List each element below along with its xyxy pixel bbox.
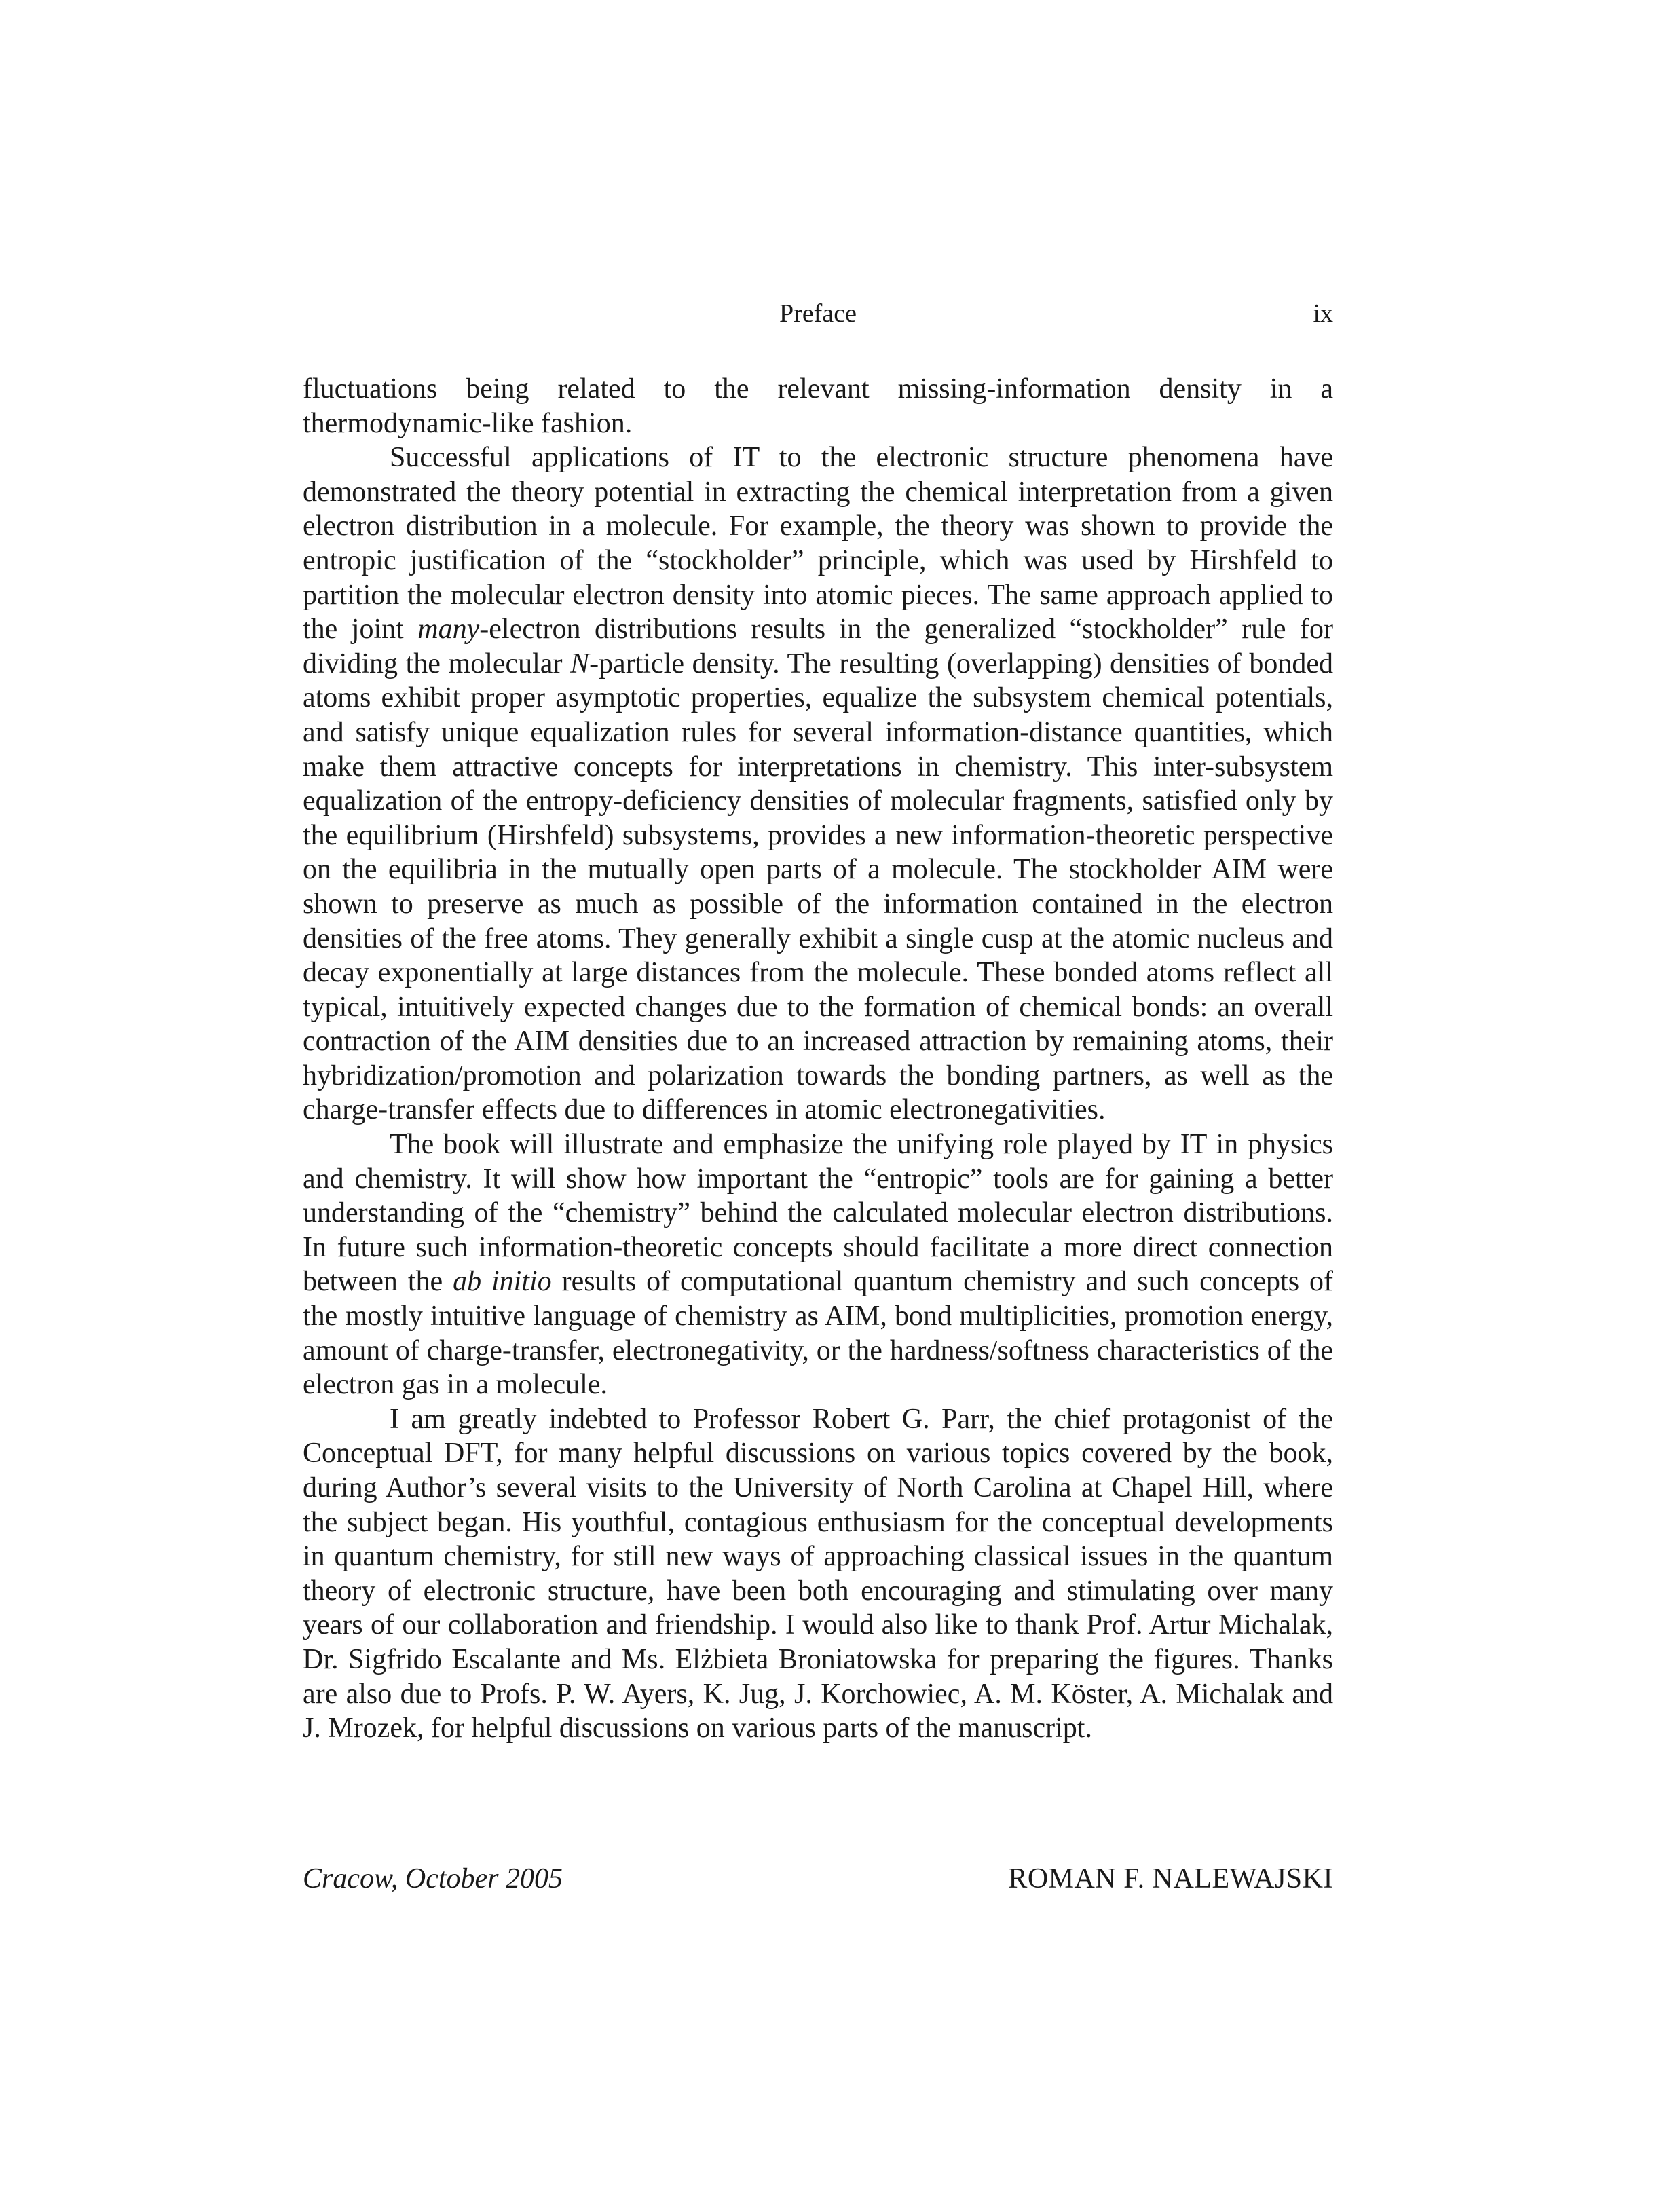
paragraph-text: -electron distributions results in the generalized “stockholder” rule for dividing the molecular [303,614,1333,679]
place-date: Cracow, October 2005 [303,1863,563,1894]
running-head [303,293,1333,334]
paragraph-text: -particle density. The resulting (overlapping) densities of bonded atoms exhibit proper asymptotic properties, equalize the subsystem chemical potentials, and satisfy unique equalization rules for several information-distance quantities, which make them attractive concepts for interpretations in chemistry. This inter-subsystem equalization of the entropy-deficiency densities of molecular fragments, satisfied only by the equilibrium (Hirshfeld) subsystems, provides a new information-theoretic perspective on the equilibria in the mutually open parts of a molecule. The stockholder AIM were shown to preserve as much as possible of the information contained in the electron densities of the free atoms. They generally exhibit a single cusp at the atomic nucleus and decay exponentially at large distances from the molecule. These bonded atoms reflect all typical, intuitively expected changes due to the formation of chemical bonds: an overall contraction of the AIM densities due to an increased attraction by remaining atoms, their hybridization/promotion and polarization towards the bonding partners, as well as the charge-transfer effects due to differences in atomic electronegativities. [303,648,1333,1126]
author-name: ROMAN F. NALEWAJSKI [1008,1863,1333,1894]
emphasis-many: many [417,614,480,646]
paragraph-text: The book will illustrate and emphasize the unifying role played by IT in physics and chemistry. It will show how important the “entropic” tools are for gaining a better understanding of the “chemistry” behind the calculated molecular electron distributions. In future such information-theoretic concepts should facilitate a more direct connection between the [303,1129,1333,1298]
emphasis-ab-initio: ab initio [453,1266,552,1298]
paragraph-text: Successful applications of IT to the electronic structure phenomena have demonstrated the theory potential in extracting the chemical interpretation from a given electron distribution in a molecule. For example, the theory was shown to provide the entropic justification of the “stockholder” principle, which was used by Hirshfeld to partition the molecular electron density into atomic pieces. The same approach applied to the joint [303,442,1333,646]
paragraph-acknowledgements: I am greatly indebted to Professor Robert G. Parr, the chief protagonist of the Conceptual DFT, for many helpful discussions on various topics covered by the book, during Author’s several visits to the University of North Carolina at Chapel Hill, where the subject began. His youthful, contagious enthusiasm for the conceptual developments in quantum chemistry, for still new ways of approaching classical issues in the quantum theory of electronic structure, have been both encouraging and stimulating over many years of our collaboration and friendship. I would also like to thank Prof. Artur Michalak, Dr. Sigfrido Escalante and Ms. Elżbieta Broniatowska for preparing the figures. Thanks are also due to Profs. P. W. Ayers, K. Jug, J. Korchowiec, A. M. Köster, A. Michalak and J. Mrozek, for helpful discussions on various parts of the manuscript. [303,1403,1333,1744]
paragraph-book-aims [303,1127,1333,1402]
signoff [303,1858,1333,1899]
paragraph-continuation: fluctuations being related to the relevant missing-information density in a thermodynamic-like fashion. [303,373,1333,439]
paragraph-text: results of computational quantum chemistry and such concepts of the mostly intuitive language of chemistry as AIM, bond multiplicities, promotion energy, amount of charge-transfer, electronegativity, or the hardness/softness characteristics of the electron gas in a molecule. [303,1266,1333,1401]
paragraph-it-applications [303,441,1333,1127]
running-head-title: Preface [779,299,857,328]
body-text [303,372,1333,1746]
page-number: ix [1313,299,1333,328]
emphasis-n: N [570,648,590,679]
